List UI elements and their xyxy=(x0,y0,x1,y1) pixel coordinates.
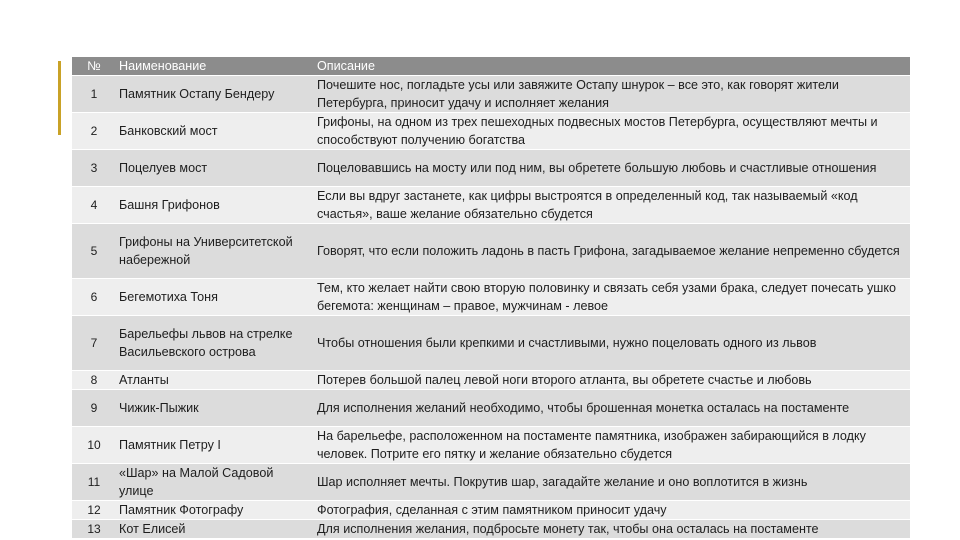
row-description: Потерев большой палец левой ноги второго атланта, вы обретете счастье и любовь xyxy=(314,371,910,390)
row-name: «Шар» на Малой Садовой улице xyxy=(116,464,314,501)
row-number: 11 xyxy=(72,464,116,501)
row-number: 1 xyxy=(72,76,116,113)
row-name: Поцелуев мост xyxy=(116,150,314,187)
row-number: 7 xyxy=(72,316,116,371)
row-description: Поцеловавшись на мосту или под ним, вы обретете большую любовь и счастливые отношения xyxy=(314,150,910,187)
row-name: Памятник Фотографу xyxy=(116,501,314,520)
row-description: Почешите нос, погладьте усы или завяжите Остапу шнурок – все это, как говорят жители Петербурга, приносит удачу и исполняет желания xyxy=(314,76,910,113)
table-row xyxy=(72,390,910,427)
table-row xyxy=(72,150,910,187)
row-number: 5 xyxy=(72,224,116,279)
table-row xyxy=(72,187,910,224)
row-number: 8 xyxy=(72,371,116,390)
row-number: 13 xyxy=(72,520,116,539)
row-description: Для исполнения желаний необходимо, чтобы брошенная монетка осталась на постаменте xyxy=(314,390,910,427)
table-row xyxy=(72,520,910,539)
row-name: Грифоны на Университетской набережной xyxy=(116,224,314,279)
row-description: Фотография, сделанная с этим памятником приносит удачу xyxy=(314,501,910,520)
row-description: На барельефе, расположенном на постаменте памятника, изображен забирающийся в лодку человек. Потрите его пятку и желание обязательно сбудется xyxy=(314,427,910,464)
table-row xyxy=(72,316,910,371)
table-row xyxy=(72,113,910,150)
row-number: 4 xyxy=(72,187,116,224)
row-name: Памятник Остапу Бендеру xyxy=(116,76,314,113)
row-name: Атланты xyxy=(116,371,314,390)
header-description: Описание xyxy=(314,57,910,76)
header-name: Наименование xyxy=(116,57,314,76)
row-number: 9 xyxy=(72,390,116,427)
row-name: Кот Елисей xyxy=(116,520,314,539)
table-row xyxy=(72,76,910,113)
accent-bar xyxy=(58,61,61,135)
row-description: Если вы вдруг застанете, как цифры выстроятся в определенный код, так называемый «код счастья», ваше желание обязательно сбудется xyxy=(314,187,910,224)
row-name: Чижик-Пыжик xyxy=(116,390,314,427)
row-number: 2 xyxy=(72,113,116,150)
table-row xyxy=(72,224,910,279)
table-row xyxy=(72,501,910,520)
row-number: 12 xyxy=(72,501,116,520)
row-description: Тем, кто желает найти свою вторую половинку и связать себя узами брака, следует почесать ушко бегемота: женщинам – правое, мужчинам - левое xyxy=(314,279,910,316)
header-number: № xyxy=(72,57,116,76)
row-description: Чтобы отношения были крепкими и счастливыми, нужно поцеловать одного из львов xyxy=(314,316,910,371)
row-description: Говорят, что если положить ладонь в пасть Грифона, загадываемое желание непременно сбудется xyxy=(314,224,910,279)
row-name: Памятник Петру I xyxy=(116,427,314,464)
row-name: Башня Грифонов xyxy=(116,187,314,224)
row-name: Банковский мост xyxy=(116,113,314,150)
table-header-row xyxy=(72,57,910,76)
wishes-table xyxy=(72,57,910,539)
row-number: 6 xyxy=(72,279,116,316)
row-number: 10 xyxy=(72,427,116,464)
table-row xyxy=(72,371,910,390)
row-description: Для исполнения желания, подбросьте монету так, чтобы она осталась на постаменте xyxy=(314,520,910,539)
table-row xyxy=(72,279,910,316)
row-description: Шар исполняет мечты. Покрутив шар, загадайте желание и оно воплотится в жизнь xyxy=(314,464,910,501)
row-description: Грифоны, на одном из трех пешеходных подвесных мостов Петербурга, осуществляют мечты и способствуют получению богатства xyxy=(314,113,910,150)
table-row xyxy=(72,464,910,501)
row-number: 3 xyxy=(72,150,116,187)
row-name: Барельефы львов на стрелке Васильевского острова xyxy=(116,316,314,371)
row-name: Бегемотиха Тоня xyxy=(116,279,314,316)
table-row xyxy=(72,427,910,464)
